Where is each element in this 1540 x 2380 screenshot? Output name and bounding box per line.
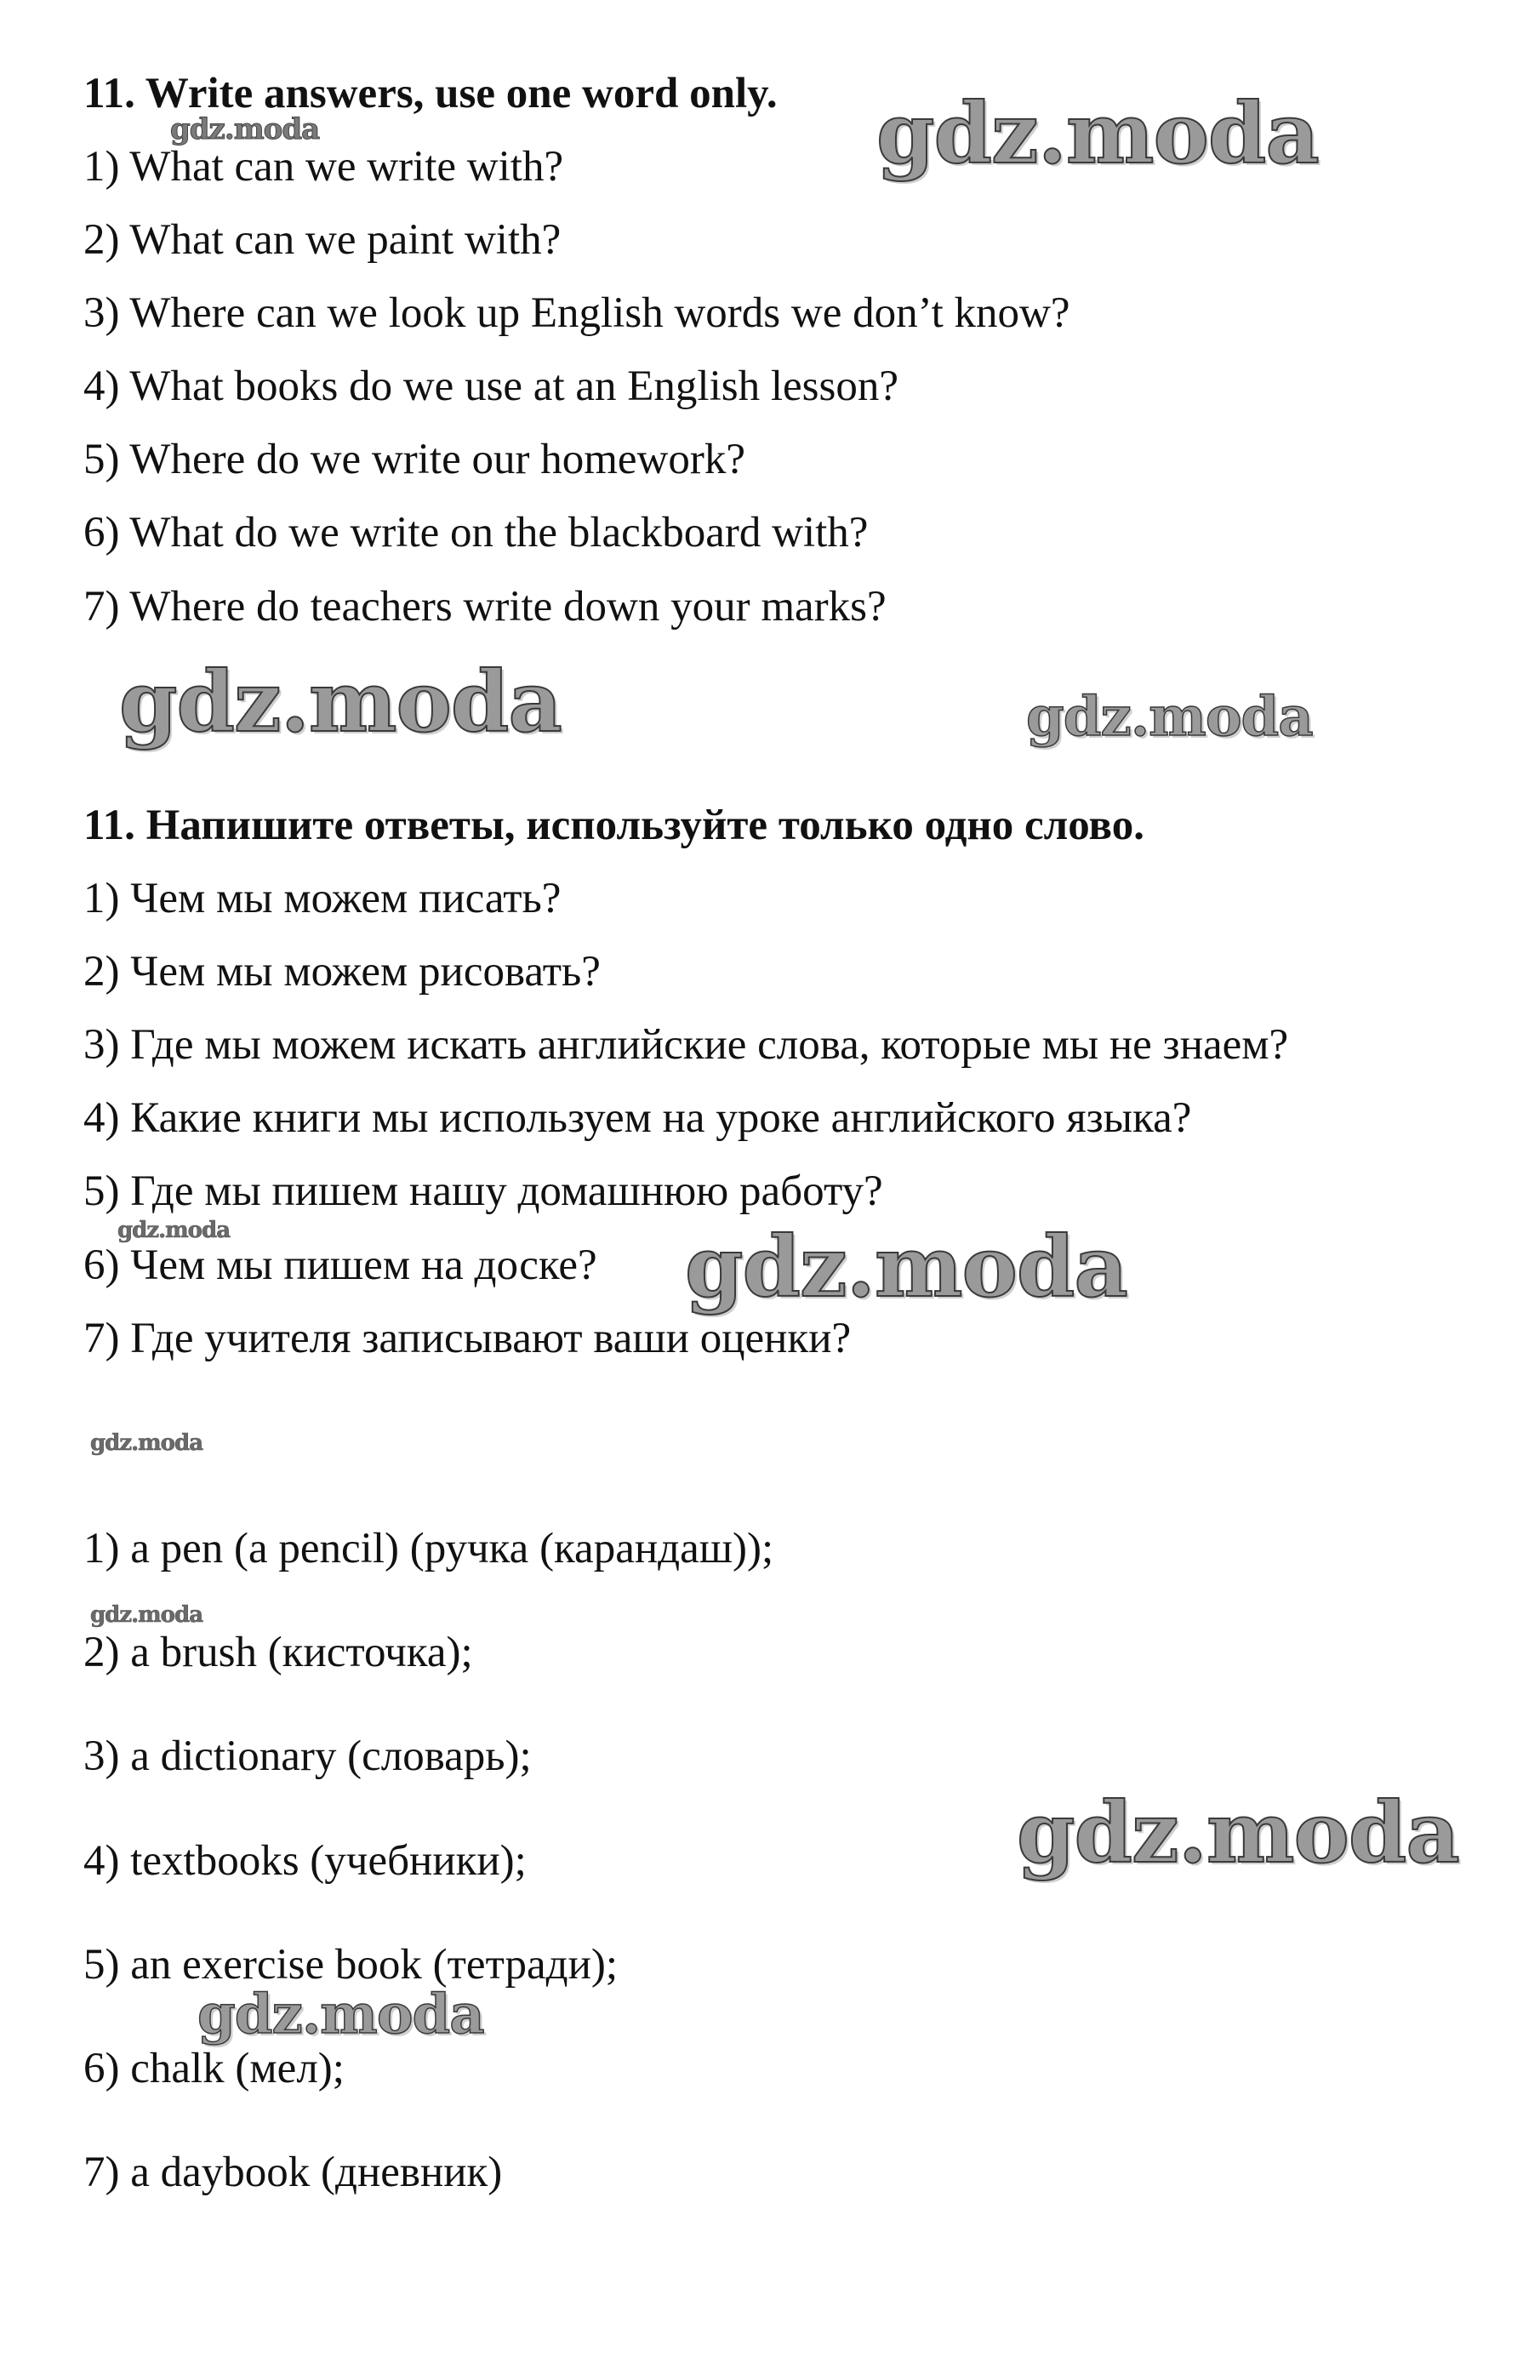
watermark: gdz.moda [1017, 1784, 1459, 1882]
exercise-heading-ru: 11. Напишите ответы, используйте только одно слово. [83, 802, 1144, 849]
answer-1: 1) a pen (a pencil) (ручка (карандаш)); [83, 1525, 774, 1572]
question-en-3: 3) Where can we look up English words we don’t know? [83, 289, 1070, 337]
question-ru-1: 1) Чем мы можем писать? [83, 875, 562, 922]
question-ru-4: 4) Какие книги мы используем на уроке английского языка? [83, 1094, 1192, 1142]
question-en-5: 5) Where do we write our homework? [83, 436, 745, 483]
answer-5: 5) an exercise book (тетради); [83, 1941, 619, 1989]
answer-6: 6) chalk (мел); [83, 2045, 345, 2092]
question-ru-6: 6) Чем мы пишем на доске? [83, 1241, 597, 1289]
exercise-heading-en: 11. Write answers, use one word only. [83, 70, 778, 117]
question-ru-5: 5) Где мы пишем нашу домашнюю работу? [83, 1167, 883, 1215]
question-en-2: 2) What can we paint with? [83, 216, 562, 264]
question-ru-2: 2) Чем мы можем рисовать? [83, 948, 601, 996]
watermark: gdz.moda [90, 1602, 203, 1628]
answer-2: 2) a brush (кисточка); [83, 1629, 473, 1676]
question-en-4: 4) What books do we use at an English lesson? [83, 362, 898, 410]
question-ru-7: 7) Где учителя записывают ваши оценки? [83, 1315, 852, 1362]
answer-3: 3) a dictionary (словарь); [83, 1732, 532, 1780]
question-ru-3: 3) Где мы можем искать английские слова, которые мы не знаем? [83, 1021, 1289, 1069]
watermark: gdz.moda [119, 654, 562, 751]
answer-7: 7) a daybook (дневник) [83, 2149, 503, 2196]
question-en-6: 6) What do we write on the blackboard with? [83, 509, 869, 556]
question-en-1: 1) What can we write with? [83, 143, 564, 191]
answer-4: 4) textbooks (учебники); [83, 1837, 527, 1885]
watermark: gdz.moda [1026, 685, 1313, 749]
watermark: gdz.moda [197, 1983, 484, 2046]
watermark: gdz.moda [685, 1219, 1127, 1316]
watermark: gdz.moda [876, 85, 1319, 183]
watermark: gdz.moda [117, 1218, 231, 1243]
watermark: gdz.moda [90, 1430, 203, 1456]
watermark: gdz.moda [170, 112, 320, 146]
question-en-7: 7) Where do teachers write down your marks? [83, 583, 887, 631]
